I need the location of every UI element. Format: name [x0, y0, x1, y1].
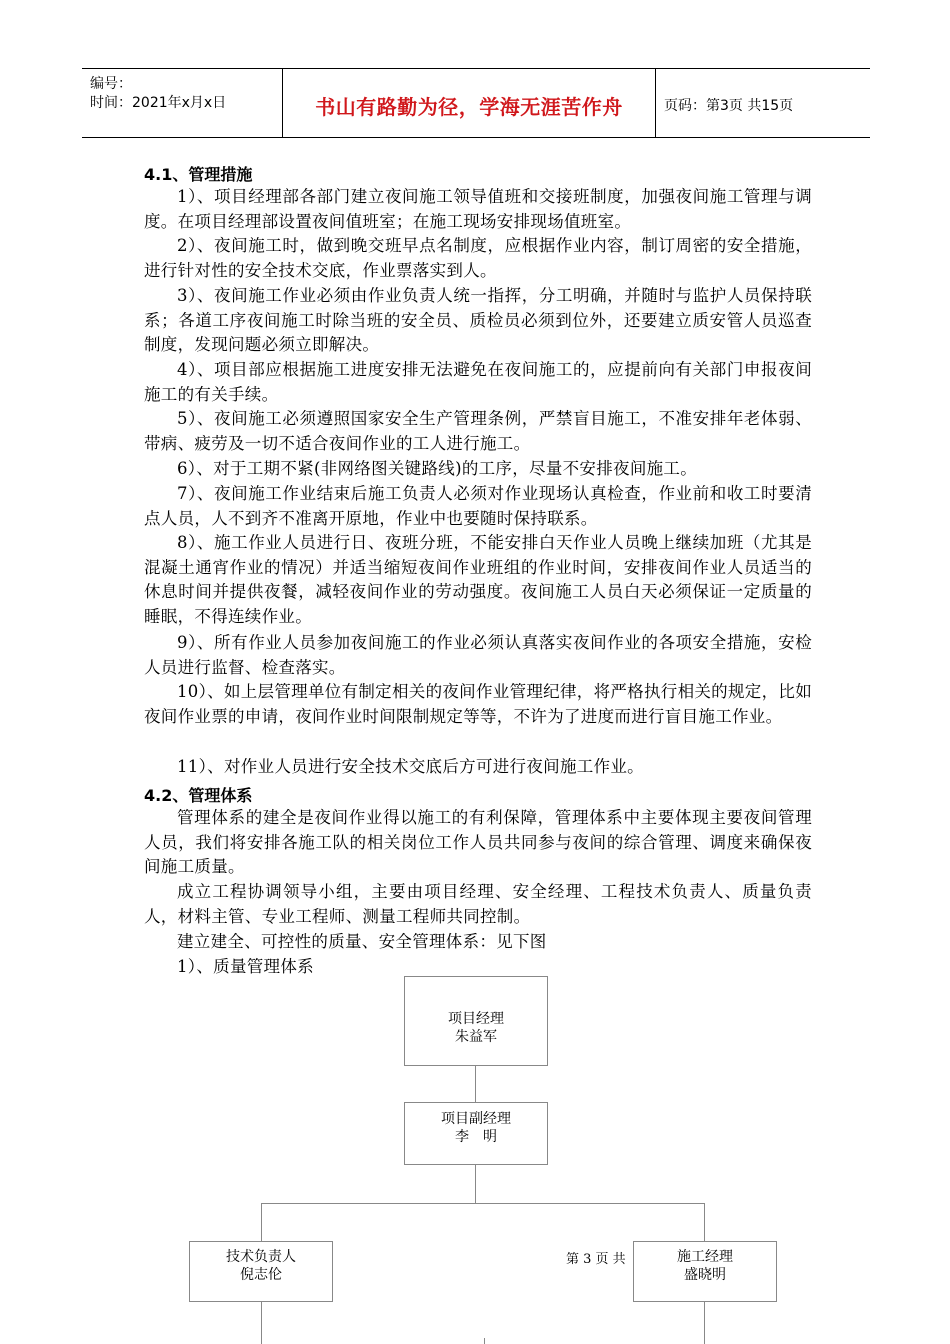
paragraph: 7）、夜间施工作业结束后施工负责人必须对作业现场认真检查，作业前和收工时要清点人员，人不到齐不准离开原地，作业中也要随时保持联系。	[144, 484, 812, 528]
org-connector	[261, 1302, 262, 1344]
paragraph: 成立工程协调领导小组，主要由项目经理、安全经理、工程技术负责人、质量负责人，材料主管、专业工程师、测量工程师共同控制。	[144, 882, 812, 926]
org-title: 项目经理	[448, 1011, 504, 1027]
page-header	[82, 68, 870, 138]
org-connector	[475, 1066, 476, 1102]
paragraph: 8）、施工作业人员进行日、夜班分班，不能安排白天作业人员晚上继续加班（尤其是混凝土通宵作业的情况）并适当缩短夜间作业班组的作业时间，安排夜间作业人员适当的休息时间并提供夜餐，减轻夜间作业的劳动强度。夜间施工人员白天必须保证一定质量的睡眠，不得连续作业。	[144, 533, 812, 626]
section-heading-4-1: 4.1、管理措施	[144, 165, 253, 184]
motto-text: 书山有路勤为径，学海无涯苦作舟	[315, 95, 623, 119]
paragraph: 10）、如上层管理单位有制定相关的夜间作业管理纪律，将严格执行相关的规定，比如夜间作业票的申请，夜间作业时间限制规定等等，不许为了进度而进行盲目施工作业。	[144, 682, 812, 726]
paragraph: 建立建全、可控性的质量、安全管理体系：见下图	[177, 932, 547, 951]
paragraph: 1）、项目经理部各部门建立夜间施工领导值班和交接班制度，加强夜间施工管理与调度。在项目经理部设置夜间值班室；在施工现场安排现场值班室。	[144, 187, 812, 231]
org-box-project-manager	[404, 976, 548, 1066]
org-title: 项目副经理	[441, 1111, 511, 1127]
org-title: 技术负责人	[226, 1249, 296, 1265]
org-box-tech-lead	[189, 1241, 333, 1302]
org-connector	[261, 1203, 705, 1204]
paragraph: 11）、对作业人员进行安全技术交底后方可进行夜间施工作业。	[177, 757, 644, 776]
org-box-deputy-manager	[404, 1102, 548, 1165]
paragraph: 1）、质量管理体系	[177, 957, 314, 976]
section-heading-4-2: 4.2、管理体系	[144, 786, 253, 805]
org-person: 李 明	[455, 1129, 497, 1145]
paragraph: 5）、夜间施工必须遵照国家安全生产管理条例，严禁盲目施工，不准安排年老体弱、带病、疲劳及一切不适合夜间作业的工人进行施工。	[144, 409, 812, 453]
paragraph: 3）、夜间施工作业必须由作业负责人统一指挥，分工明确，并随时与监护人员保持联系；各道工序夜间施工时除当班的安全员、质检员必须到位外，还要建立质安管人员巡查制度，发现问题必须立即解决。	[144, 286, 812, 354]
org-connector	[484, 1338, 485, 1344]
org-box-construction-manager	[633, 1241, 777, 1302]
date-label: 时间：2021年x月x日	[90, 95, 227, 111]
paragraph: 6）、对于工期不紧(非网络图关键路线)的工序，尽量不安排夜间施工。	[177, 459, 698, 478]
org-connector	[261, 1203, 262, 1241]
paragraph: 4）、项目部应根据施工进度安排无法避免在夜间施工的，应提前向有关部门申报夜间施工的有关手续。	[144, 360, 812, 404]
paragraph: 2）、夜间施工时，做到晚交班早点名制度，应根据作业内容，制订周密的安全措施，进行针对性的安全技术交底，作业票落实到人。	[144, 236, 812, 280]
org-person: 朱益军	[455, 1029, 497, 1045]
org-connector	[475, 1165, 476, 1203]
code-label: 编号：	[90, 76, 132, 92]
paragraph: 管理体系的建全是夜间作业得以施工的有利保障，管理体系中主要体现主要夜间管理人员，我们将安排各施工队的相关岗位工作人员共同参与夜间的综合管理、调度来确保夜间施工质量。	[144, 808, 812, 876]
page-footer-number: 第 3 页 共	[566, 1252, 626, 1267]
org-connector	[704, 1302, 705, 1344]
header-meta	[82, 69, 283, 137]
org-person: 盛晓明	[684, 1267, 726, 1283]
paragraph: 9）、所有作业人员参加夜间施工的作业必须认真落实夜间作业的各项安全措施，安检人员进行监督、检查落实。	[144, 633, 812, 677]
page-info-text: 页码：第3页 共15页	[664, 98, 794, 114]
header-motto	[283, 69, 656, 137]
org-connector	[704, 1203, 705, 1241]
org-person: 倪志伦	[240, 1267, 282, 1283]
org-title: 施工经理	[677, 1249, 733, 1265]
